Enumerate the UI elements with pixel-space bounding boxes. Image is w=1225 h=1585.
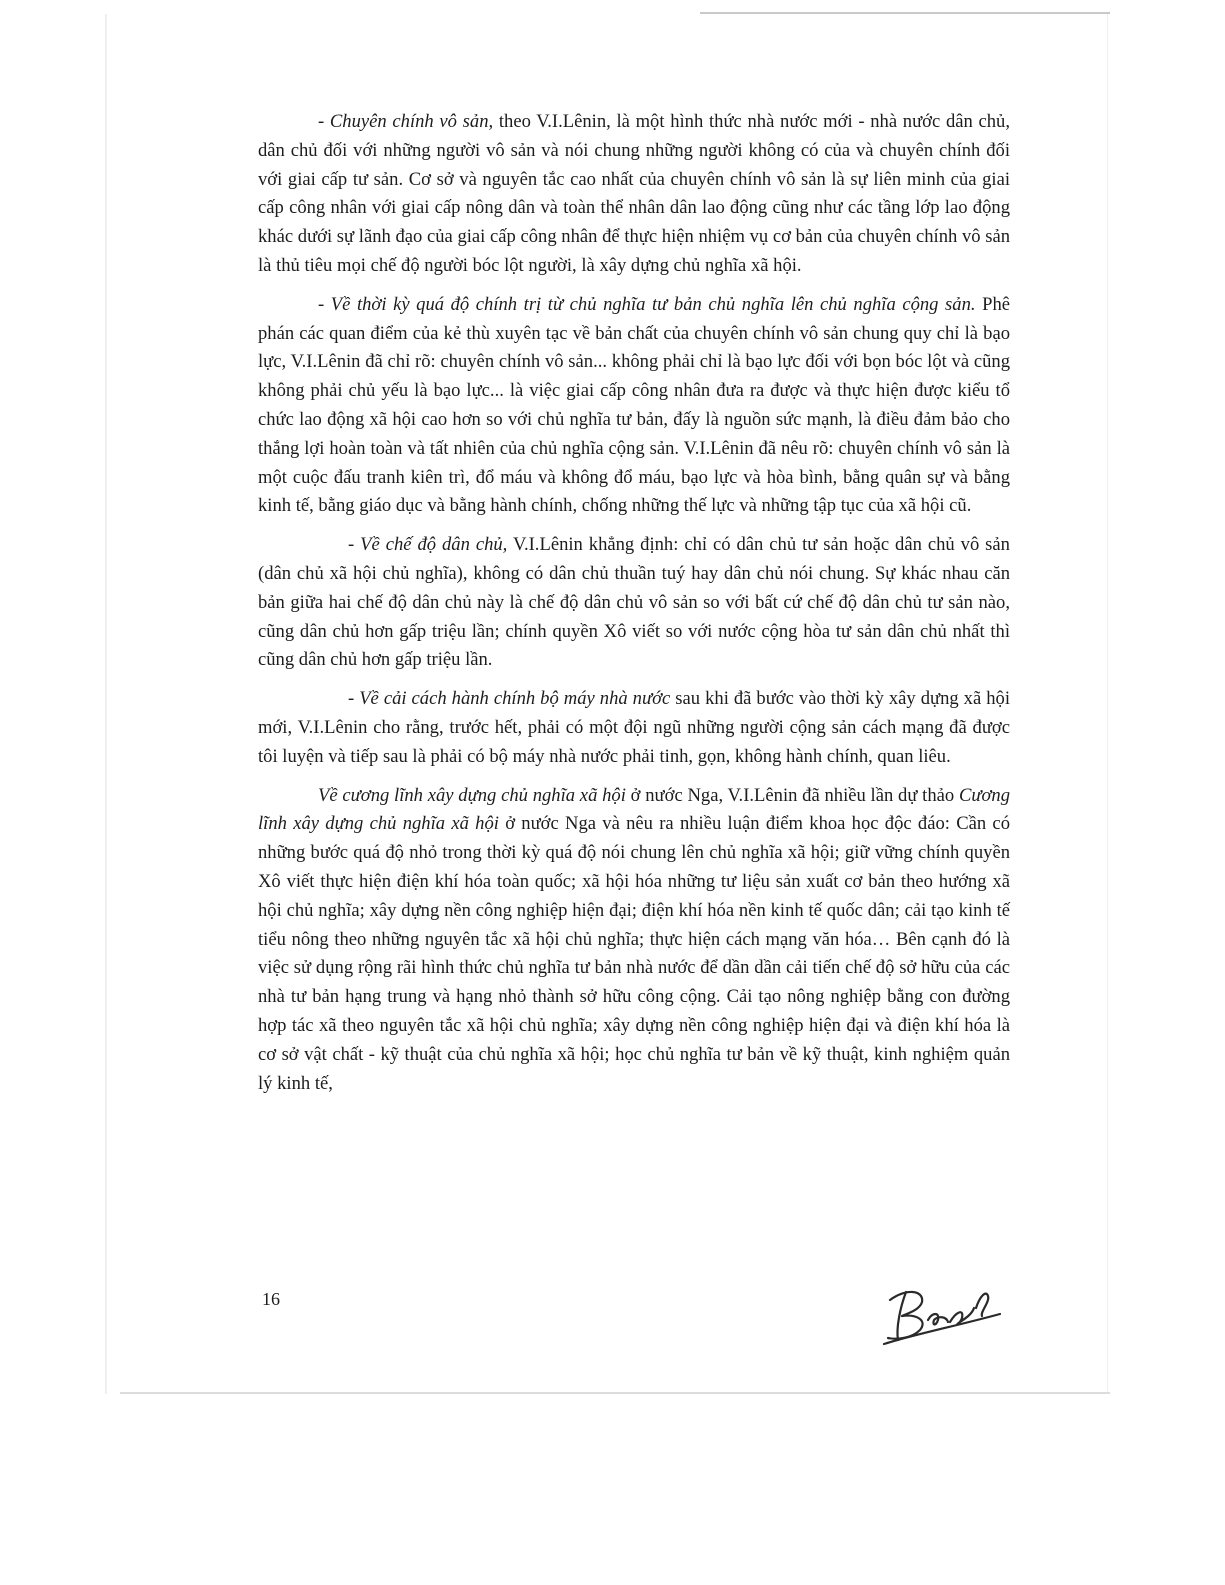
paragraph-heading: Về chế độ dân chủ, [360, 534, 508, 556]
paragraph-heading: Về thời kỳ quá độ chính trị từ chủ nghĩa tư bản chủ nghĩa lên chủ nghĩa cộng sản. [330, 293, 976, 315]
paragraph-emphasis: Cương lĩnh xây dựng chủ nghĩa xã hội [258, 784, 1010, 835]
page-edge-bottom [120, 1392, 1110, 1394]
paragraph-socialist-program [258, 782, 1010, 1099]
page-edge-top [700, 12, 1110, 14]
paragraph-text: Phê phán các quan điểm của kẻ thù xuyên tạc về bản chất của chuyên chính vô sản chung quy chỉ là bạo lực, V.I.Lênin đã chỉ rõ: chuyên chính vô sản... không phải chỉ là bạo lực đối với bọn bóc lột và cũng không phải chủ yếu là bạo lực... là việc giai cấp công nhân đưa ra được và thực hiện được kiểu tổ chức lao động xã hội cao hơn so với chủ nghĩa tư bản, đấy là nguồn sức mạnh, là điều đảm bảo cho thắng lợi hoàn toàn và tất nhiên của chủ nghĩa cộng sản. V.I.Lênin đã nêu rõ: chuyên chính vô sản là một cuộc đấu tranh kiên trì, đổ máu và không đổ máu, bạo lực và hòa bình, bằng quân sự và bằng kinh tế, bằng giáo dục và bằng hành chính, chống những thế lực và những tập tục của xã hội cũ. [258, 293, 1010, 517]
page-edge-right [1107, 14, 1108, 1394]
paragraph-dash: - [348, 534, 361, 556]
paragraph-text-continued: ở nước Nga và nêu ra nhiều luận điểm khoa học độc đáo: Cần có những bước quá độ nhỏ trong thời kỳ quá độ nói chung lên chủ nghĩa xã hội; giữ vững chính quyền Xô viết thực hiện điện khí hóa toàn quốc; xã hội hóa những tư liệu sản xuất cơ bản theo hướng xã hội chủ nghĩa; xây dựng nền công nghiệp hiện đại; điện khí hóa nền kinh tế quốc dân; cải tạo kinh tế tiểu nông theo những nguyên tắc xã hội chủ nghĩa; thực hiện cách mạng văn hóa… Bên cạnh đó là việc sử dụng rộng rãi hình thức chủ nghĩa tư bản nhà nước để dần dần cải tiến chế độ sở hữu của các nhà tư bản hạng trung và hạng nhỏ thành sở hữu công cộng. Cải tạo nông nghiệp bằng con đường hợp tác xã theo nguyên tắc xã hội chủ nghĩa; xây dựng nền công nghiệp hiện đại và điện khí hóa là cơ sở vật chất - kỹ thuật của chủ nghĩa xã hội; học chủ nghĩa tư bản về kỹ thuật, kinh nghiệm quản lý kinh tế, [258, 813, 1010, 1094]
paragraph-dash: - [318, 111, 330, 132]
paragraph-proletarian-dictatorship [258, 108, 1010, 281]
handwritten-signature-icon [876, 1278, 1006, 1348]
paragraph-heading: Về cương lĩnh xây dựng chủ nghĩa xã hội [318, 784, 626, 806]
paragraph-administrative-reform [258, 685, 1010, 771]
paragraph-text: V.I.Lênin khẳng định: chỉ có dân chủ tư sản hoặc dân chủ vô sản (dân chủ xã hội chủ nghĩa), không có dân chủ thuần tuý hay dân chủ nói chung. Sự khác nhau căn bản giữa hai chế độ dân chủ này là chế độ dân chủ vô sản so với bất cứ chế độ dân chủ tư sản nào, cũng dân chủ hơn gấp triệu lần; chính quyền Xô viết so với nước cộng hòa tư sản dân chủ nhất thì cũng dân chủ hơn gấp triệu lần. [258, 534, 1010, 671]
page-body [258, 108, 1010, 1098]
paragraph-heading: Về cải cách hành chính bộ máy nhà nước [359, 688, 671, 710]
page-edge-left [105, 14, 107, 1394]
page-number: 16 [262, 1289, 280, 1309]
paragraph-text: theo V.I.Lênin, là một hình thức nhà nước mới - nhà nước dân chủ, dân chủ đối với những người vô sản và nói chung những người không có của và chuyên chính đối với giai cấp tư sản. Cơ sở và nguyên tắc cao nhất của chuyên chính vô sản là sự liên minh của giai cấp công nhân với giai cấp nông dân và toàn thể nhân dân lao động cũng như các tầng lớp lao động khác dưới sự lãnh đạo của giai cấp công nhân để thực hiện nhiệm vụ cơ bản của chuyên chính vô sản là thủ tiêu mọi chế độ người bóc lột người, là xây dựng chủ nghĩa xã hội. [258, 111, 1010, 276]
paragraph-dash: - [318, 293, 331, 315]
paragraph-heading: Chuyên chính vô sản, [329, 111, 494, 132]
paragraph-text: sau khi đã bước vào thời kỳ xây dựng xã hội mới, V.I.Lênin cho rằng, trước hết, phải có một đội ngũ những người cộng sản cách mạng đã được tôi luyện và tiếp sau là phải có bộ máy nhà nước phải tinh, gọn, không hành chính, quan liêu. [258, 688, 1010, 767]
paragraph-democracy [258, 531, 1010, 675]
paragraph-text: ở nước Nga, V.I.Lênin đã nhiều lần dự thảo [625, 784, 959, 806]
paragraph-dash: - [348, 688, 360, 710]
paragraph-transition-period [258, 291, 1010, 521]
